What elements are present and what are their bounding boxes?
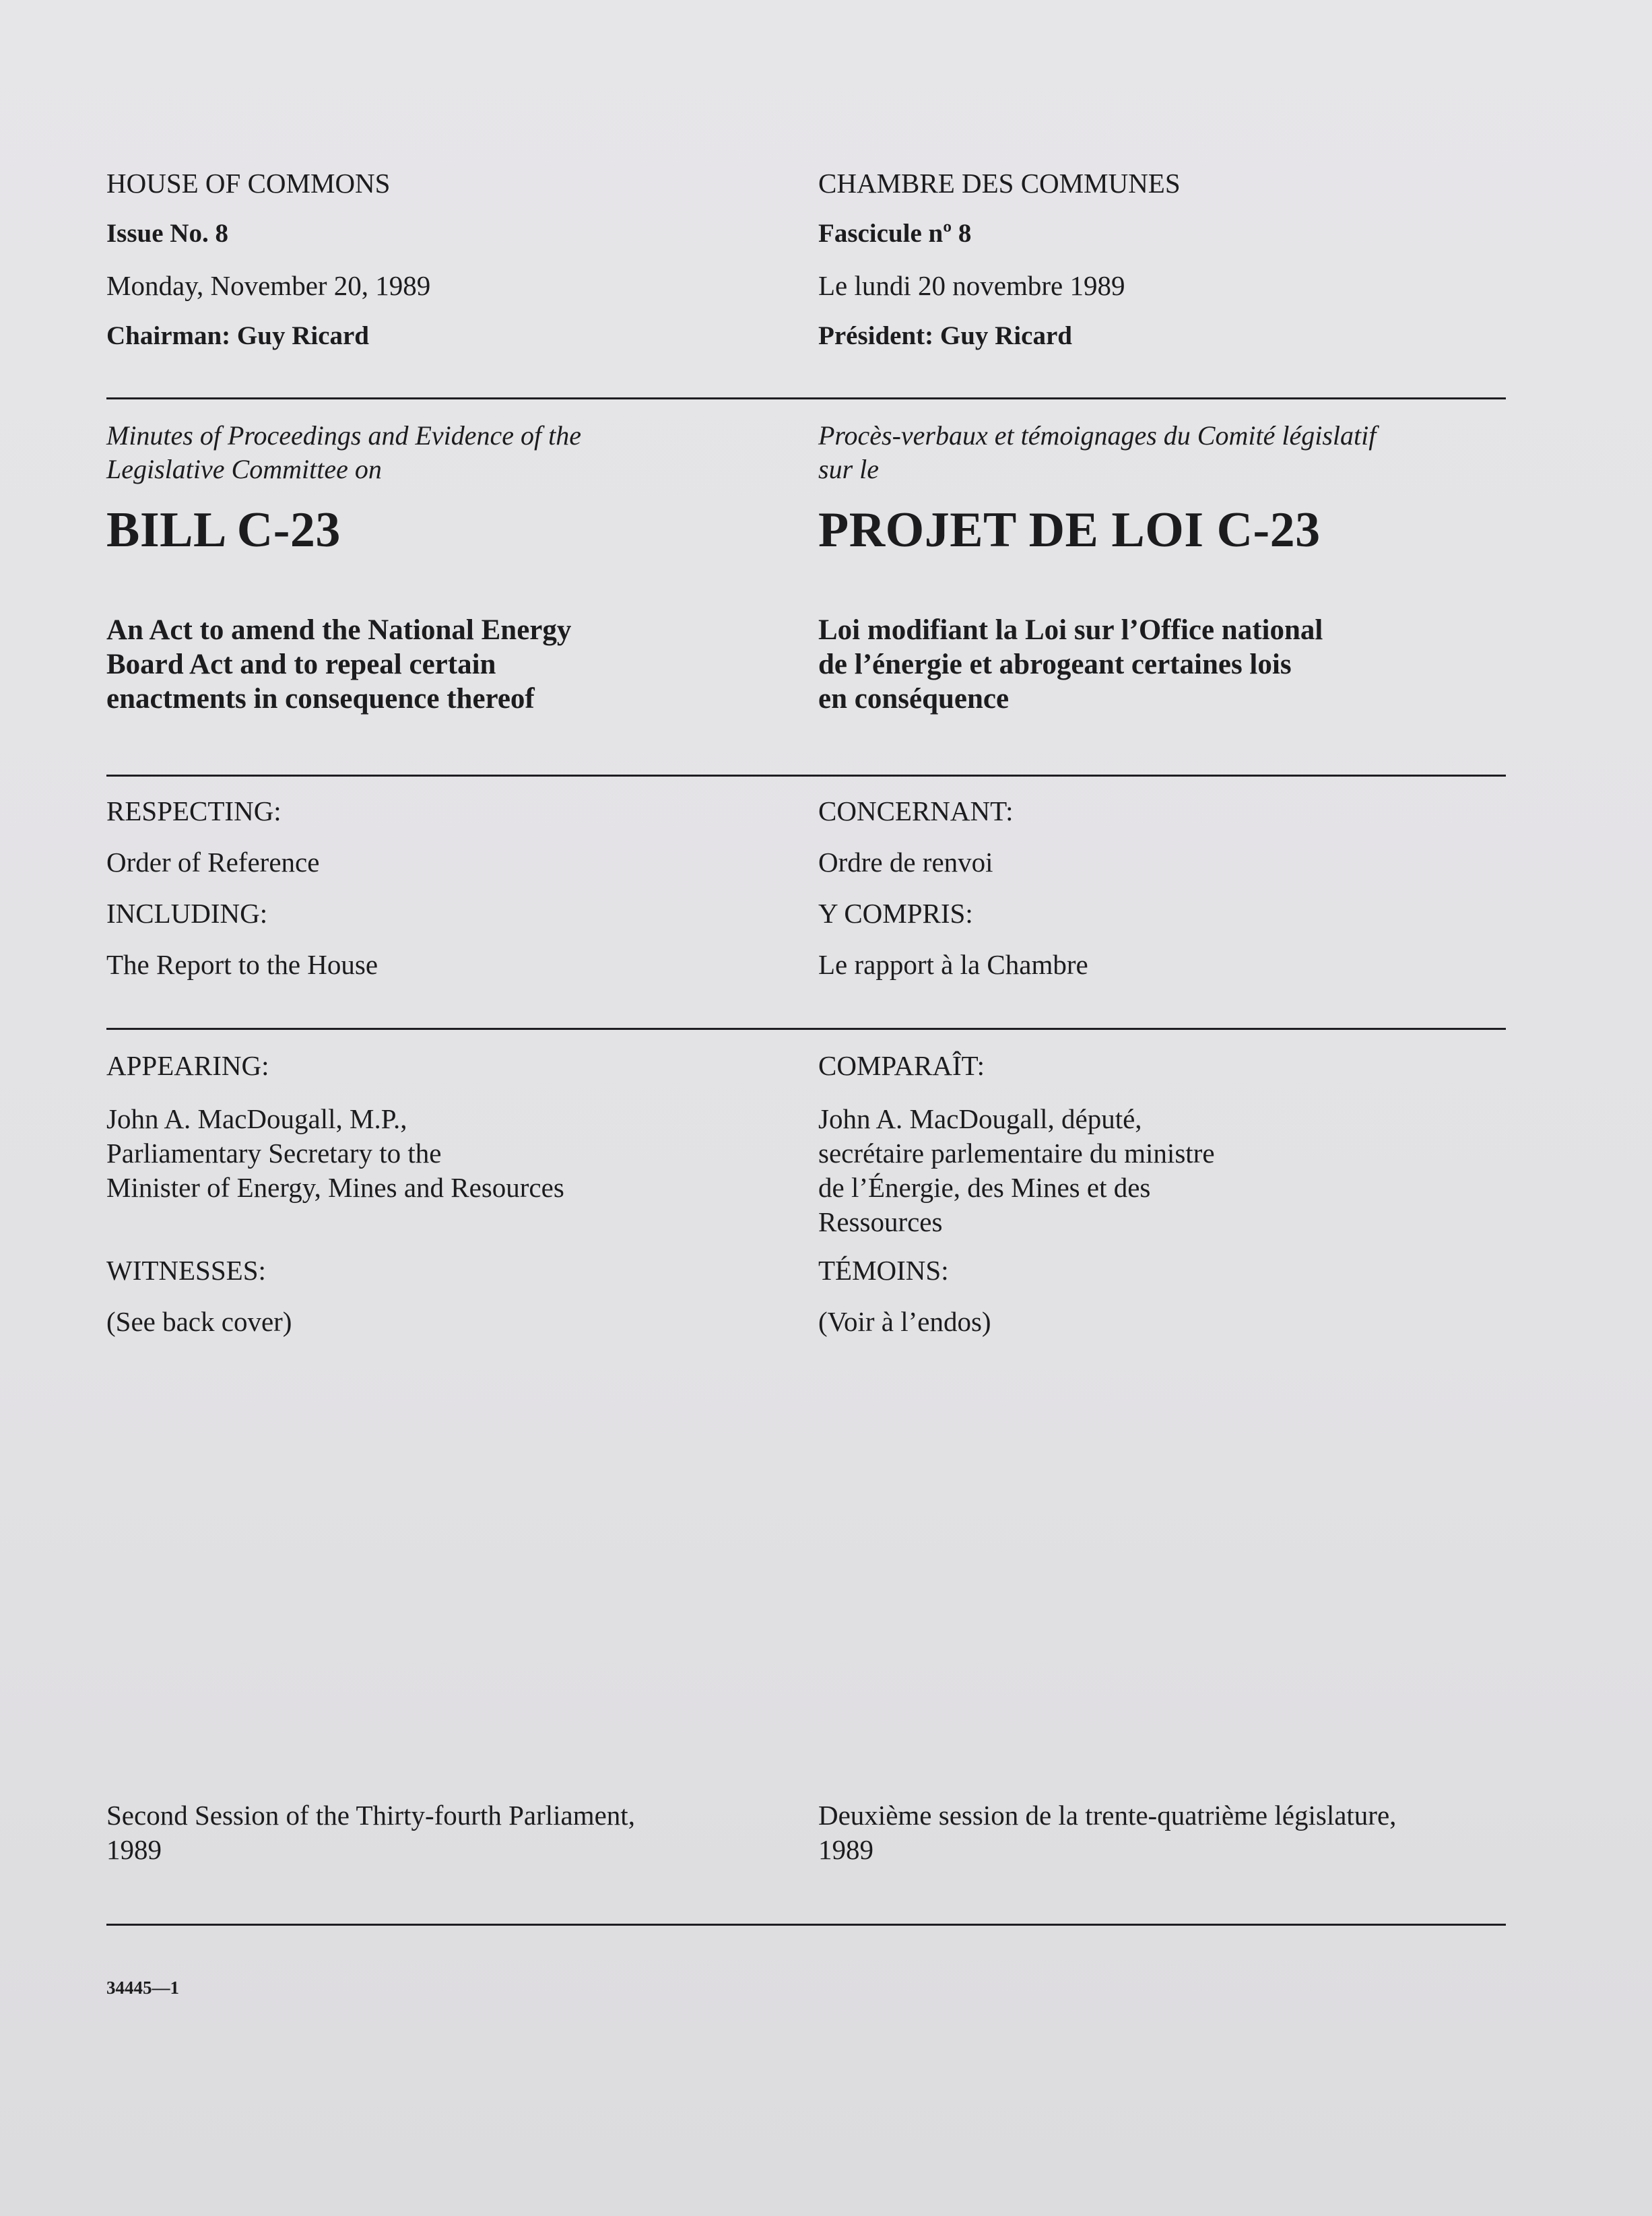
order-of-reference-fr: Ordre de renvoi	[818, 847, 993, 878]
witnesses-note-fr: (Voir à l’endos)	[818, 1306, 991, 1337]
act-title-line-2: Board Act and to repeal certain	[106, 649, 496, 680]
session-block	[106, 1798, 635, 1867]
appearing-label-fr: COMPARAÎT:	[818, 1050, 985, 1081]
session-line-2-fr: 1989	[818, 1834, 873, 1865]
divider-rule-1	[106, 397, 1506, 399]
chairman-fr: Président: Guy Ricard	[818, 321, 1072, 350]
session-line-1-fr: Deuxième session de la trente-quatrième législature,	[818, 1800, 1397, 1831]
act-title-line-1: An Act to amend the National Energy	[106, 614, 572, 646]
respecting-label: RESPECTING:	[106, 795, 282, 826]
minutes-title-line-1: Minutes of Proceedings and Evidence of the	[106, 420, 581, 451]
appearing-line-1-fr: John A. MacDougall, député,	[818, 1103, 1142, 1134]
issue-number: Issue No. 8	[106, 219, 228, 248]
act-title	[106, 613, 726, 716]
report-to-house-fr: Le rapport à la Chambre	[818, 949, 1088, 980]
appearing-line-2-fr: secrétaire parlementaire du ministre	[818, 1138, 1215, 1169]
divider-rule-2	[106, 775, 1506, 777]
witnesses-note: (See back cover)	[106, 1306, 292, 1337]
witnesses-label: WITNESSES:	[106, 1255, 266, 1286]
divider-rule-4	[106, 1924, 1506, 1926]
act-title-line-3-fr: en conséquence	[818, 683, 1010, 715]
session-block-fr	[818, 1798, 1396, 1867]
including-label: INCLUDING:	[106, 898, 268, 929]
divider-rule-3	[106, 1028, 1506, 1030]
appearing-line-1: John A. MacDougall, M.P.,	[106, 1103, 407, 1134]
session-line-2: 1989	[106, 1834, 162, 1865]
house-heading: HOUSE OF COMMONS	[106, 168, 391, 199]
appearing-line-3-fr: de l’Énergie, des Mines et des	[818, 1172, 1151, 1203]
order-of-reference: Order of Reference	[106, 847, 320, 878]
appearing-line-3: Minister of Energy, Mines and Resources	[106, 1172, 564, 1203]
witnesses-label-fr: TÉMOINS:	[818, 1255, 949, 1286]
chairman: Chairman: Guy Ricard	[106, 321, 369, 350]
issue-number-fr: Fascicule nº 8	[818, 219, 972, 248]
bill-title-fr: PROJET DE LOI C-23	[818, 502, 1321, 558]
session-line-1: Second Session of the Thirty-fourth Parliament,	[106, 1800, 635, 1831]
minutes-title-line-1-fr: Procès-verbaux et témoignages du Comité législatif	[818, 420, 1377, 451]
act-title-fr	[818, 613, 1465, 716]
meeting-date-fr: Le lundi 20 novembre 1989	[818, 270, 1125, 301]
catalogue-code: 34445—1	[106, 1978, 179, 1998]
act-title-line-2-fr: de l’énergie et abrogeant certaines lois	[818, 649, 1292, 680]
appearing-block	[106, 1102, 564, 1205]
act-title-line-1-fr: Loi modifiant la Loi sur l’Office national	[818, 614, 1323, 646]
respecting-label-fr: CONCERNANT:	[818, 795, 1014, 826]
minutes-title-line-2-fr: sur le	[818, 454, 879, 484]
house-heading-fr: CHAMBRE DES COMMUNES	[818, 168, 1181, 199]
bill-title: BILL C-23	[106, 502, 341, 558]
appearing-line-2: Parliamentary Secretary to the	[106, 1138, 442, 1169]
including-label-fr: Y COMPRIS:	[818, 898, 973, 929]
appearing-label: APPEARING:	[106, 1050, 269, 1081]
appearing-line-4-fr: Ressources	[818, 1206, 943, 1237]
minutes-title-line-2: Legislative Committee on	[106, 454, 382, 484]
appearing-block-fr	[818, 1102, 1215, 1239]
meeting-date: Monday, November 20, 1989	[106, 270, 431, 301]
act-title-line-3: enactments in consequence thereof	[106, 683, 535, 715]
report-to-house: The Report to the House	[106, 949, 378, 980]
